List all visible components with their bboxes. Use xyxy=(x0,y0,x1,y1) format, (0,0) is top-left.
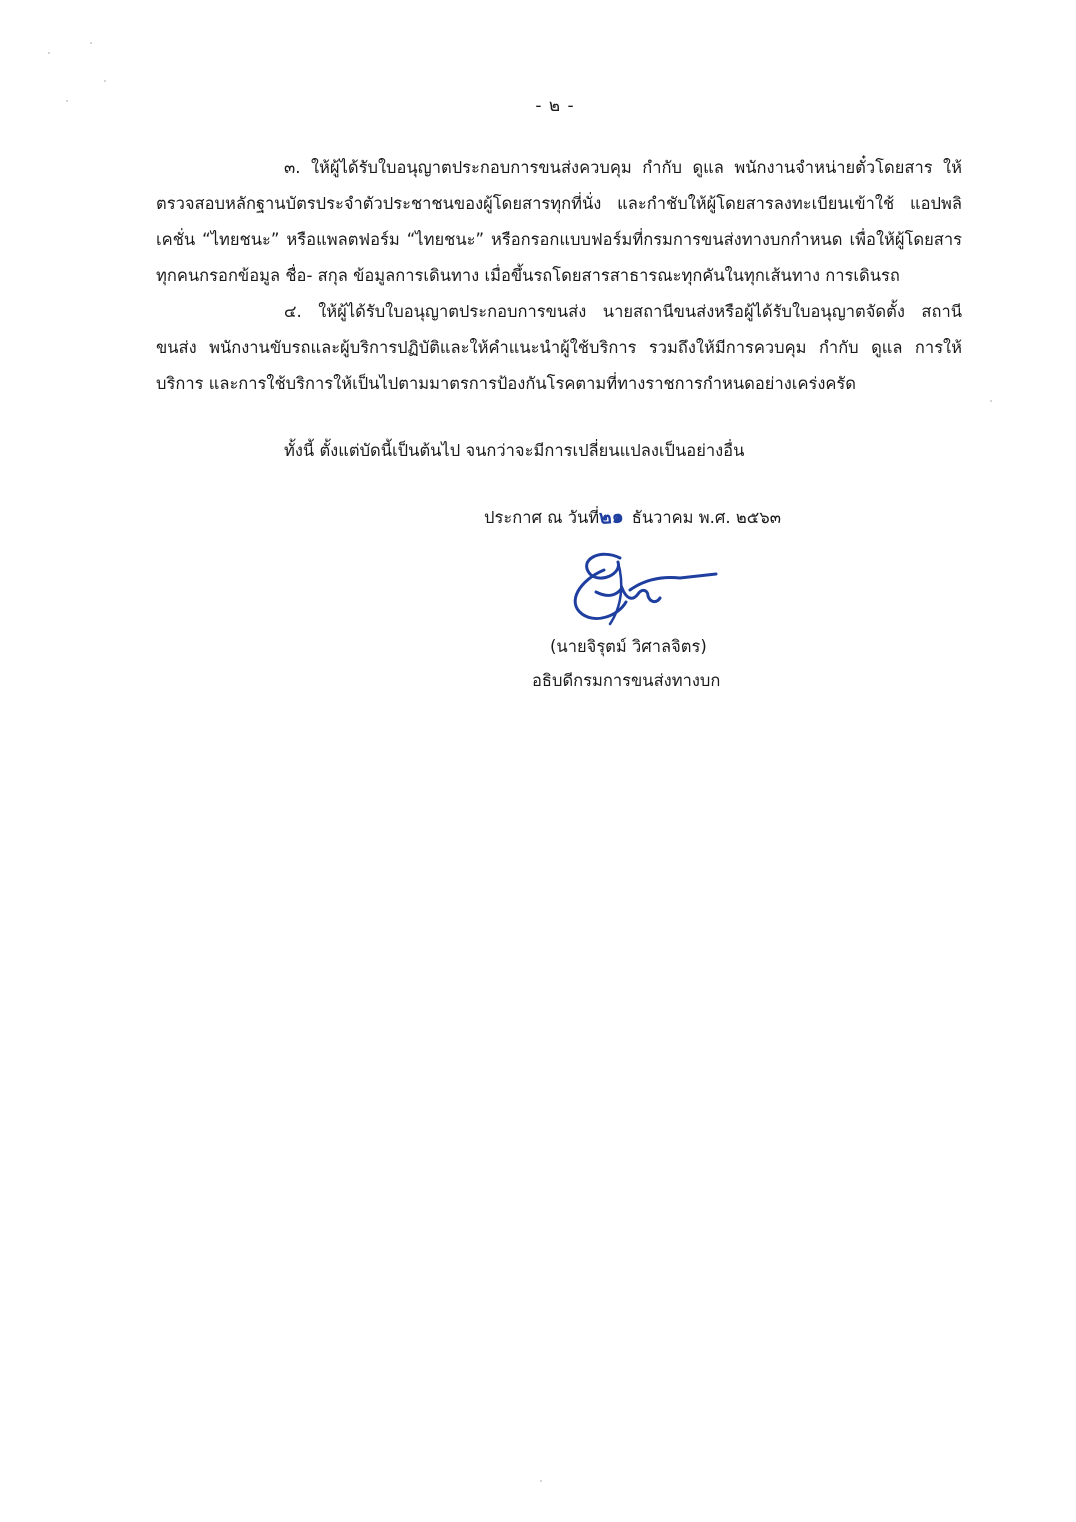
announcement-month-year: ธันวาคม พ.ศ. ๒๕๖๓ xyxy=(631,508,781,527)
scan-speck xyxy=(90,42,92,44)
scan-speck xyxy=(48,52,50,54)
signer-name: (นายจิรุตม์ วิศาลจิตร) xyxy=(550,637,707,656)
paragraph-item-3: ๓. ให้ผู้ได้รับใบอนุญาตประกอบการขนส่งควบคุม กำกับ ดูแล พนักงานจำหน่ายตั๋วโดยสาร ให้ตรวจสอบหลักฐานบัตรประจำตัวประชาชนของผู้โดยสารทุกที่นั่ง และกำชับให้ผู้โดยสารลงทะเบียนเข้าใช้ แอปพลิเคชั่น “ไทยชนะ” หรือแพลตฟอร์ม “ไทยชนะ” หรือกรอกแบบฟอร์มที่กรมการขนส่งทางบกกำหนด เพื่อให้ผู้โดยสารทุกคนกรอกข้อมูล ชื่อ- สกุล ข้อมูลการเดินทาง เมื่อขึ้นรถโดยสารสาธารณะทุกคันในทุกเส้นทาง การเดินรถ xyxy=(156,158,962,285)
announcement-date xyxy=(484,502,781,533)
paragraph-item-4: ๔. ให้ผู้ได้รับใบอนุญาตประกอบการขนส่ง นายสถานีขนส่งหรือผู้ได้รับใบอนุญาตจัดตั้ง สถานีขนส่ง พนักงานขับรถและผู้บริการปฏิบัติและให้คำแนะนำผู้ใช้บริการ รวมถึงให้มีการควบคุม กำกับ ดูแล การให้บริการ และการใช้บริการให้เป็นไปตามมาตรการป้องกันโรคตามที่ทางราชการกำหนดอย่างเคร่งครัด xyxy=(156,302,962,393)
signer-title: อธิบดีกรมการขนส่งทางบก xyxy=(532,671,721,690)
document-body xyxy=(156,150,962,402)
scan-speck xyxy=(540,1480,542,1482)
signature-image xyxy=(560,540,730,630)
announcement-prefix: ประกาศ ณ วันที่ xyxy=(484,508,600,527)
handwritten-day: ๒๑ xyxy=(598,505,625,529)
scan-speck xyxy=(990,400,992,402)
scan-speck xyxy=(104,80,106,82)
scan-speck xyxy=(66,100,68,102)
effective-clause: ทั้งนี้ ตั้งแต่บัดนี้เป็นต้นไป จนกว่าจะมีการเปลี่ยนแปลงเป็นอย่างอื่น xyxy=(284,441,745,460)
page-number: - ๒ - xyxy=(535,96,575,116)
